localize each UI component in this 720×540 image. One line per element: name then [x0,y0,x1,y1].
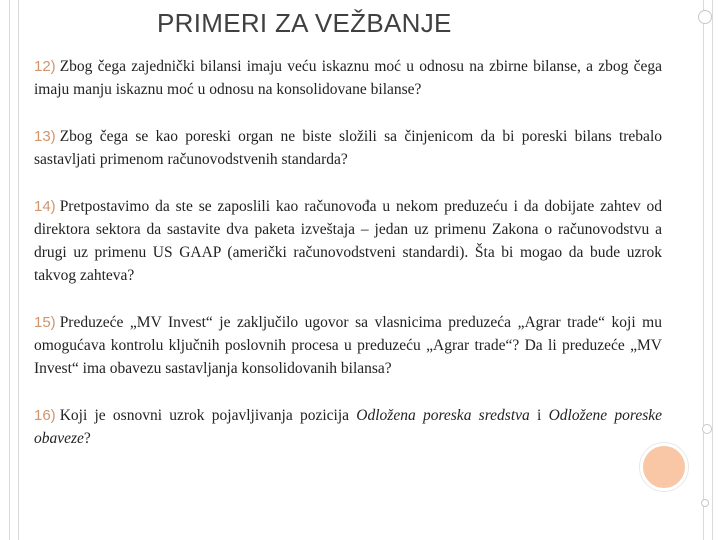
term-deferred-tax-liabilities: Odložene poreske obaveze [34,407,663,447]
question-16 [34,404,662,450]
question-number: 14) [34,198,56,215]
question-text: Preduzeće „MV Invest“ je zaključilo ugovor sa vlasnicima preduzeća „Agrar trade“ koji mu omogućava kontrolu ključnih poslovnih procesa u preduzeću „Agrar trade“? Da li preduzeće „MV Invest“ ima obavezu sastavljanja konsolidovanih bilansa? [34,314,662,377]
question-number: 16) [34,407,56,424]
slide-title: PRIMERI ZA VEŽBANJE [157,8,452,38]
decorative-circle-orange [640,443,688,491]
term-deferred-tax-assets: Odložena poreska sredstva [356,407,530,424]
slide-content [34,55,662,450]
question-15 [34,311,662,380]
question-number: 12) [34,58,56,75]
question-14 [34,195,662,287]
decorative-circle-tiny [701,499,709,507]
right-frame-rail [703,0,713,540]
left-frame-rail [9,0,19,540]
question-text: Pretpostavimo da ste se zaposlili kao računovođa u nekom preduzeću i da dobijate zahtev od direktora sektora da sastavite dva paketa izveštaja – jedan uz primenu Zakona o računovodstvu a drugi uz primenu US GAAP (američki računovodstveni standardi). Šta bi mogao da bude uzrok takvog zahteva? [34,198,662,284]
question-text: Koji je osnovni uzrok pojavljivanja pozicija [59,407,350,424]
question-text: Zbog čega se kao poreski organ ne biste složili sa činjenicom da bi poreski bilans trebalo sastavljati primenom računovodstvenih standarda? [34,128,662,168]
question-13 [34,125,662,171]
question-number: 13) [34,128,56,145]
decorative-circle-small [702,424,712,434]
question-end: ? [83,430,91,447]
decorative-circle-top [698,10,712,24]
question-12 [34,55,662,101]
question-text: Zbog čega zajednički bilansi imaju veću iskaznu moć u odnosu na zbirne bilanse, a zbog čega imaju manju iskaznu moć u odnosu na konsolidovane bilanse? [34,58,662,98]
question-number: 15) [34,314,56,331]
question-conjunction: i [537,407,542,424]
